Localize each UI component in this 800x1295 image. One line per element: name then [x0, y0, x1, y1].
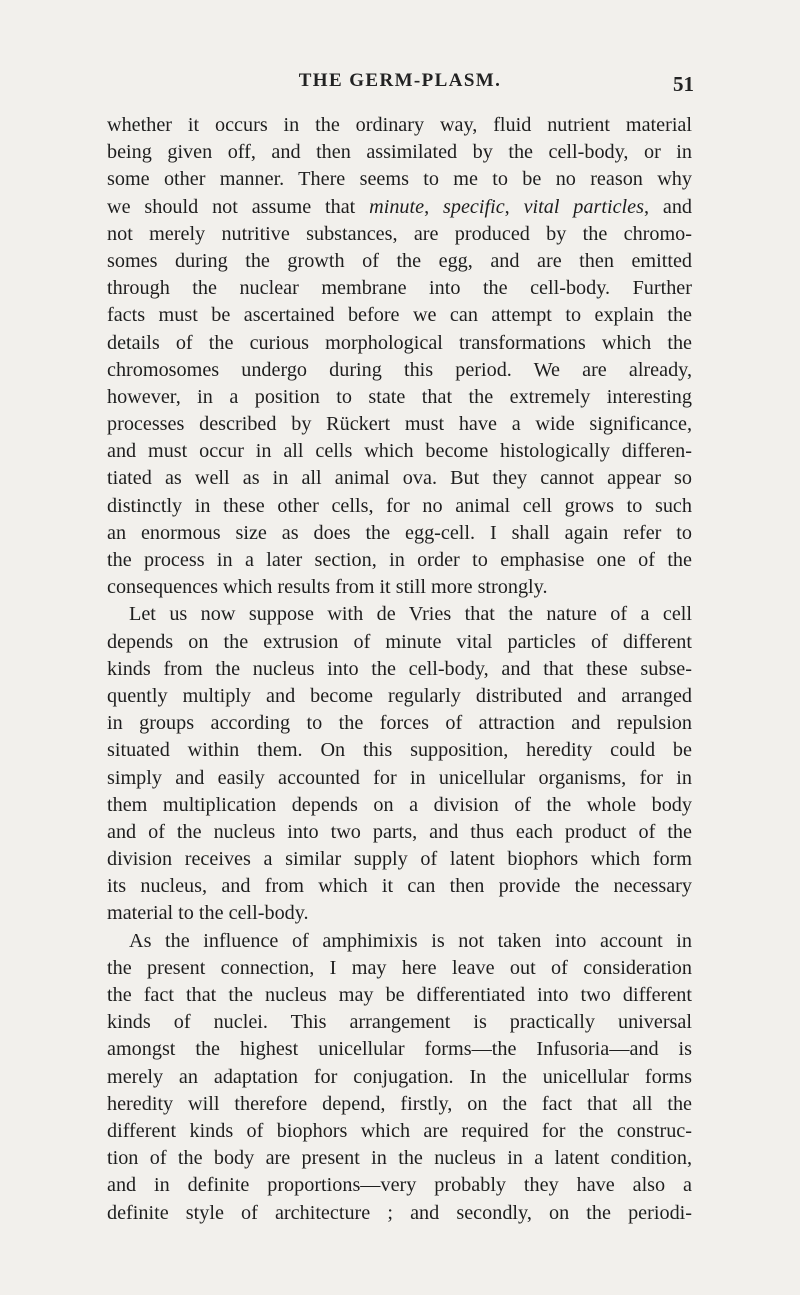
text-segment: not merely nutritive substances, are produced by the chromo- — [107, 222, 692, 245]
text-segment: kinds from the nucleus into the cell-body, and that these subse- — [107, 657, 692, 680]
text-segment: its nucleus, and from which it can then provide the necessary — [107, 875, 692, 898]
text-line — [107, 1009, 692, 1036]
text-line — [107, 1064, 692, 1091]
text-segment: the fact that the nucleus may be differentiated into two different — [107, 984, 692, 1006]
text-segment: definite style of architecture ; and secondly, on the periodi- — [107, 1201, 692, 1224]
text-line — [107, 710, 692, 737]
text-segment: the present connection, I may here leave out of consideration — [107, 956, 692, 979]
text-segment: heredity will therefore depend, firstly, on the fact that all the — [107, 1092, 692, 1115]
text-segment: processes described by Rückert must have a wide significance, — [107, 413, 692, 436]
running-head: THE GERM-PLASM. — [298, 70, 502, 91]
text-line — [107, 846, 692, 873]
text-line — [107, 683, 692, 710]
text-segment: kinds of nuclei. This arrangement is practically universal — [107, 1011, 692, 1034]
text-line — [107, 330, 692, 357]
text-line — [107, 139, 692, 166]
text-line — [107, 1200, 692, 1227]
text-segment: , — [424, 195, 443, 218]
text-line — [107, 873, 692, 900]
text-segment: different kinds of biophors which are required for the construc- — [107, 1119, 692, 1142]
text-segment: tion of the body are present in the nucleus in a latent condition, — [107, 1147, 692, 1170]
text-segment: , — [504, 195, 524, 218]
text-segment: being given off, and then assimilated by the cell-body, or in — [107, 141, 692, 164]
text-line — [107, 574, 692, 601]
text-line — [107, 438, 692, 465]
text-segment: division receives a similar supply of latent biophors which form — [107, 848, 692, 871]
text-segment: and in definite proportions—very probably they have also a — [107, 1174, 692, 1197]
text-segment: through the nuclear membrane into the cell-body. Further — [107, 277, 692, 300]
text-segment: chromosomes undergo during this period. We are already, — [107, 358, 692, 381]
text-line — [107, 900, 692, 927]
text-segment: in groups according to the forces of attraction and repulsion — [107, 712, 692, 735]
text-segment: material to the cell-body. — [107, 902, 309, 925]
text-segment: and must occur in all cells which become histologically differen- — [107, 440, 692, 463]
text-line — [107, 1091, 692, 1118]
text-line — [107, 1172, 692, 1199]
text-segment: an enormous size as does the egg-cell. I shall again refer to — [107, 521, 692, 544]
text-line — [107, 112, 692, 139]
text-line — [107, 1145, 692, 1172]
text-line — [107, 1118, 692, 1145]
text-line — [107, 601, 692, 628]
text-line — [107, 166, 692, 193]
text-segment: tiated as well as in all animal ova. But they cannot appear so — [107, 467, 692, 490]
text-line — [107, 248, 692, 275]
text-segment: however, in a position to state that the extremely interesting — [107, 385, 692, 408]
text-segment: merely an adaptation for conjugation. In the unicellular forms — [107, 1065, 692, 1088]
text-segment: situated within them. On this supposition, heredity could be — [107, 739, 692, 762]
text-segment: As the influence of amphimixis is not taken into account in — [129, 929, 692, 952]
text-segment: quently multiply and become regularly distributed and arranged — [107, 684, 692, 707]
text-line — [107, 465, 692, 492]
page-number: 51 — [673, 72, 694, 96]
body-text — [107, 112, 692, 1227]
text-segment: and of the nucleus into two parts, and thus each product of the — [107, 820, 692, 843]
text-line — [107, 547, 692, 574]
text-segment: , and — [643, 195, 693, 218]
text-line — [107, 629, 692, 656]
text-line — [107, 737, 692, 764]
text-line — [107, 384, 692, 411]
text-segment: Let us now suppose with de Vries that the nature of a cell — [129, 603, 692, 626]
text-line — [107, 357, 692, 384]
text-segment: distinctly in these other cells, for no animal cell grows to such — [107, 494, 692, 517]
text-line — [107, 928, 692, 955]
text-segment: the process in a later section, in order to emphasise one of the — [107, 549, 692, 571]
text-line — [107, 194, 692, 221]
text-line — [107, 275, 692, 302]
page-header — [0, 70, 800, 100]
text-segment: amongst the highest unicellular forms—the Infusoria—and is — [107, 1038, 692, 1061]
text-line — [107, 656, 692, 683]
text-line — [107, 982, 692, 1009]
text-line — [107, 1036, 692, 1063]
text-segment: we should not assume that — [107, 195, 370, 218]
italic-text: vital particles — [523, 195, 644, 218]
text-segment: whether it occurs in the ordinary way, fluid nutrient material — [107, 114, 692, 136]
text-line — [107, 493, 692, 520]
text-segment: simply and easily accounted for in unicellular organisms, for in — [107, 766, 692, 789]
text-line — [107, 221, 692, 248]
text-line — [107, 520, 692, 547]
text-segment: somes during the growth of the egg, and are then emitted — [107, 249, 692, 272]
text-line — [107, 792, 692, 819]
text-segment: consequences which results from it still more strongly. — [107, 576, 548, 599]
text-segment: depends on the extrusion of minute vital particles of different — [107, 630, 692, 653]
text-segment: details of the curious morphological transformations which the — [107, 331, 692, 354]
text-segment: facts must be ascertained before we can attempt to explain the — [107, 304, 692, 327]
italic-text: specific — [443, 195, 505, 218]
italic-text: minute — [369, 195, 425, 218]
text-segment: them multiplication depends on a division of the whole body — [107, 793, 692, 816]
text-line — [107, 302, 692, 329]
text-line — [107, 765, 692, 792]
text-line — [107, 411, 692, 438]
text-line — [107, 819, 692, 846]
text-line — [107, 955, 692, 982]
text-segment: some other manner. There seems to me to be no reason why — [107, 168, 692, 191]
